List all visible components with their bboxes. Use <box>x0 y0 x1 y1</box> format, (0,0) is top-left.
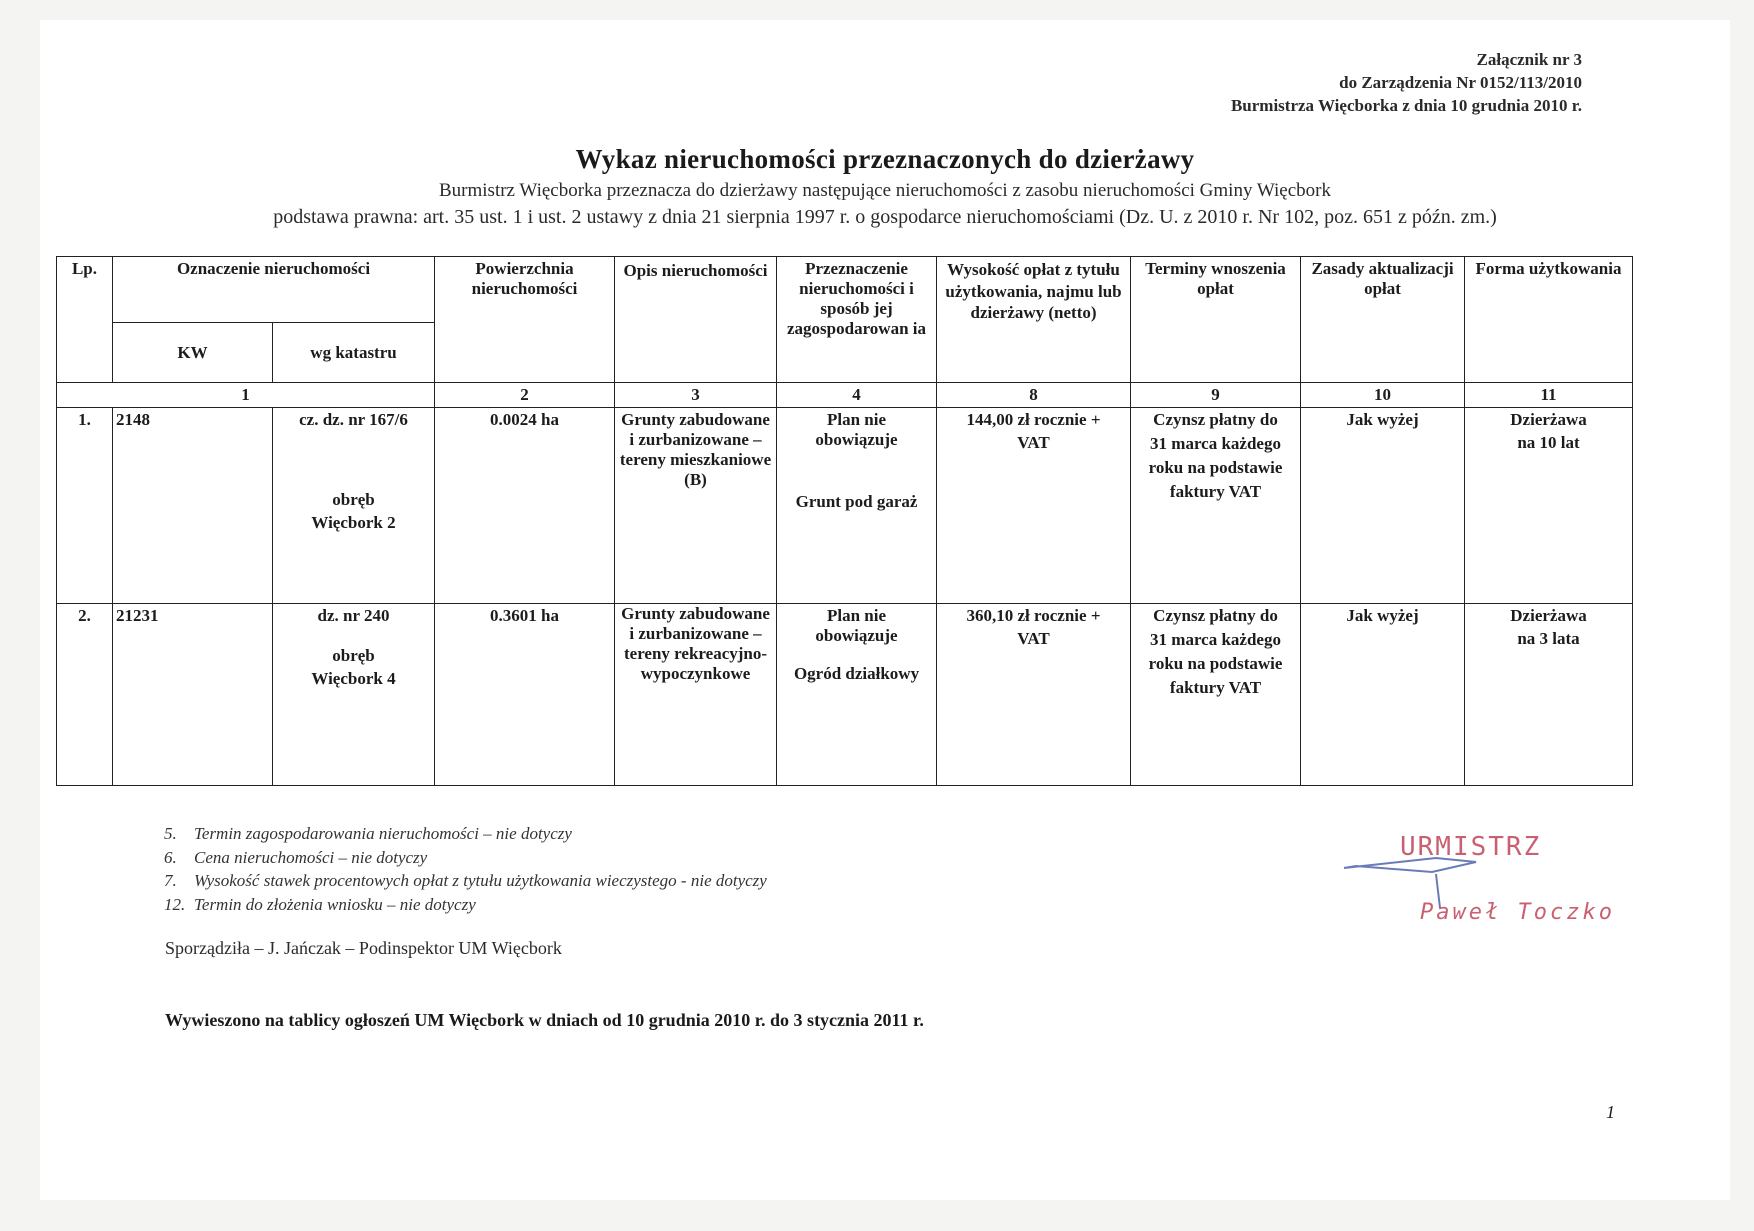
row-use: Ogród działkowy <box>793 664 920 683</box>
stamp-signature-name: Paweł Toczko <box>1420 900 1615 925</box>
row-precinct: obręb Więcbork 2 <box>311 490 396 532</box>
document-subtitle: Burmistrz Więcborka przeznacza do dzierżawy następujące nieruchomości z zasobu nieruchomości Gminy Więcbork <box>439 180 1331 201</box>
notes-list <box>164 822 767 916</box>
row-fee: 144,00 zł rocznie + VAT <box>937 408 1131 604</box>
row-update-rules: Jak wyżej <box>1301 604 1465 786</box>
header-lp: Lp. <box>57 257 113 383</box>
header-usage-form: Forma użytkowania <box>1465 257 1633 383</box>
row-cadastre <box>273 604 435 786</box>
row-plan: Plan nie obowiązuje <box>815 606 898 645</box>
row-parcel: dz. nr 240 <box>317 606 390 625</box>
note-item <box>164 822 767 846</box>
page-number: 1 <box>1606 1102 1615 1122</box>
document-title: Wykaz nieruchomości przeznaczonych do dzierżawy <box>575 144 1195 174</box>
row-lp: 1. <box>57 408 113 604</box>
header-kw: KW <box>113 323 273 383</box>
legal-basis: podstawa prawna: art. 35 ust. 1 i ust. 2 ustawy z dnia 21 sierpnia 1997 r. o gospodarce nieruchomościami (Dz. U. z 2010 r. Nr 102, poz. 651 z późn. zm.) <box>273 206 1497 228</box>
row-payment-terms: Czynsz płatny do 31 marca każdego roku na podstawie faktury VAT <box>1131 604 1301 786</box>
header-purpose: Przeznaczenie nieruchomości i sposób jej zagospodarowan ia <box>777 257 937 383</box>
row-usage-form: Dzierżawa na 3 lata <box>1465 604 1633 786</box>
note-text: Termin do złożenia wniosku – nie dotyczy <box>194 894 476 914</box>
row-update-rules: Jak wyżej <box>1301 408 1465 604</box>
column-number: 8 <box>937 383 1131 408</box>
column-number: 4 <box>777 383 937 408</box>
note-number: 12. <box>164 894 186 914</box>
row-lp: 2. <box>57 604 113 786</box>
column-number-row <box>57 383 1633 408</box>
header-fee: Wysokość opłat z tytułu użytkowania, najmu lub dzierżawy (netto) <box>937 257 1131 383</box>
note-item <box>164 869 767 893</box>
note-item <box>164 893 767 917</box>
column-number: 2 <box>435 383 615 408</box>
attachment-reference <box>1231 48 1582 117</box>
header-area: Powierzchnia nieruchomości <box>435 257 615 383</box>
row-kw: 21231 <box>113 604 273 786</box>
row-purpose <box>777 408 937 604</box>
column-number: 1 <box>57 383 435 408</box>
prepared-by: Sporządziła – J. Jańczak – Podinspektor UM Więcbork <box>165 938 562 958</box>
spacer <box>276 626 431 644</box>
row-area: 0.3601 ha <box>435 604 615 786</box>
note-number: 6. <box>164 847 177 867</box>
row-kw: 2148 <box>113 408 273 604</box>
note-text: Wysokość stawek procentowych opłat z tytułu użytkowania wieczystego - nie dotyczy <box>194 871 767 890</box>
header-update-rules: Zasady aktualizacji opłat <box>1301 257 1465 383</box>
stamp-title: URMISTRZ <box>1400 832 1542 862</box>
note-item <box>164 846 767 870</box>
property-table <box>56 256 1633 786</box>
note-number: 5. <box>164 824 177 843</box>
column-number: 9 <box>1131 383 1301 408</box>
header-payment-terms: Terminy wnoszenia opłat <box>1131 257 1301 383</box>
document-page <box>40 20 1730 1200</box>
column-number: 11 <box>1465 383 1633 408</box>
row-usage-form: Dzierżawa na 10 lat <box>1465 408 1633 604</box>
posting-notice: Wywieszono na tablicy ogłoszeń UM Więcbork w dniach od 10 grudnia 2010 r. do 3 stycznia 2011 r. <box>165 1010 924 1030</box>
spacer <box>276 430 431 488</box>
column-number: 10 <box>1301 383 1465 408</box>
row-description: Grunty zabudowane i zurbanizowane – tereny rekreacyjno-wypoczynkowe <box>615 604 777 786</box>
row-description: Grunty zabudowane i zurbanizowane – tereny mieszkaniowe (B) <box>615 408 777 604</box>
note-text: Cena nieruchomości – nie dotyczy <box>194 847 428 867</box>
table-row <box>57 408 1633 604</box>
row-payment-terms: Czynsz płatny do 31 marca każdego roku na podstawie faktury VAT <box>1131 408 1301 604</box>
table-row <box>57 604 1633 786</box>
row-precinct: obręb Więcbork 4 <box>311 646 396 688</box>
note-number: 7. <box>164 871 177 890</box>
row-use: Grunt pod garaż <box>795 492 918 511</box>
attachment-line-3: Burmistrza Więcborka z dnia 10 grudnia 2010 r. <box>1230 96 1582 115</box>
header-designation: Oznaczenie nieruchomości <box>113 257 435 323</box>
column-number: 3 <box>615 383 777 408</box>
row-purpose <box>777 604 937 786</box>
header-cadastre: wg katastru <box>273 323 435 383</box>
row-cadastre <box>273 408 435 604</box>
row-parcel: cz. dz. nr 167/6 <box>299 410 408 429</box>
header-row <box>57 257 1633 323</box>
row-plan: Plan nie obowiązuje <box>815 410 898 449</box>
attachment-line-1: Załącznik nr 3 <box>1476 50 1582 69</box>
spacer <box>780 646 933 664</box>
header-description: Opis nieruchomości <box>615 257 777 383</box>
spacer <box>780 450 933 492</box>
row-area: 0.0024 ha <box>435 408 615 604</box>
row-fee: 360,10 zł rocznie + VAT <box>937 604 1131 786</box>
note-text: Termin zagospodarowania nieruchomości – nie dotyczy <box>194 824 572 843</box>
attachment-line-2: do Zarządzenia Nr 0152/113/2010 <box>1339 73 1582 92</box>
